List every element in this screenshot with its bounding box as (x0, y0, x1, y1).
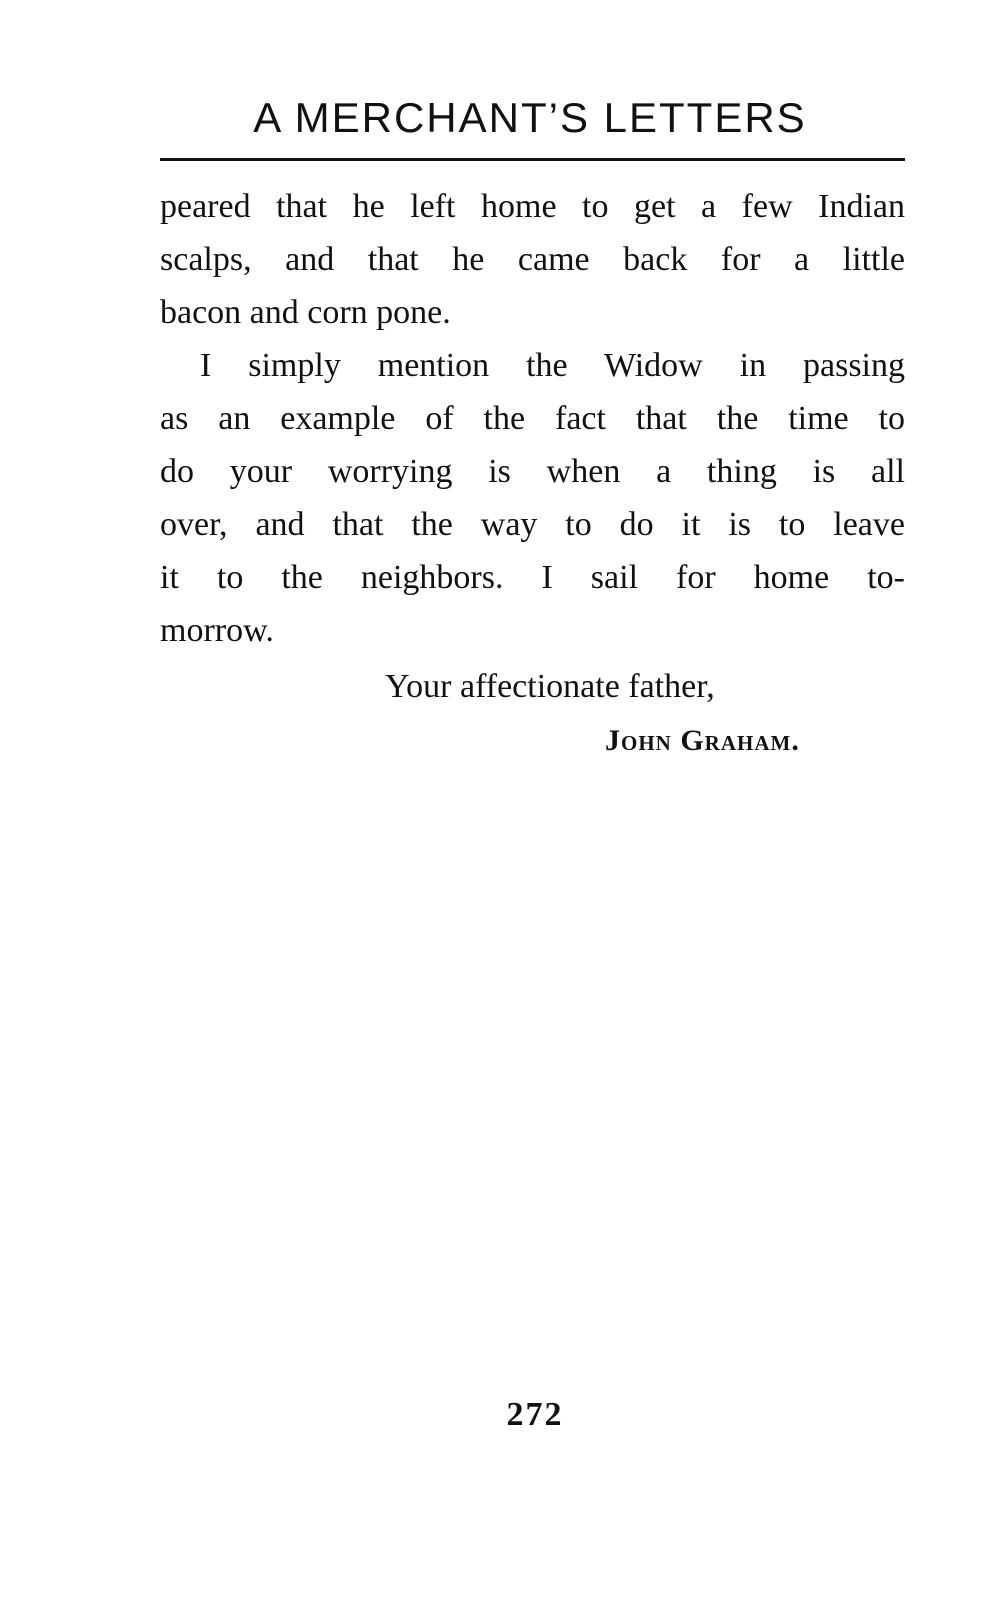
text-line: do your worrying is when a thing is all (160, 453, 905, 490)
text-line: morrow. (160, 612, 274, 649)
page-number: 272 (506, 1396, 564, 1433)
text-line: peared that he left home to get a few Indian (160, 188, 905, 225)
paragraph-widow (160, 339, 905, 657)
text-line: scalps, and that he came back for a little (160, 241, 905, 278)
text-line: I simply mention the Widow in passing (200, 347, 905, 384)
text-line: it to the neighbors. I sail for home to- (160, 559, 905, 596)
running-title: A MERCHANT’S LETTERS (253, 94, 807, 141)
header-rule (160, 158, 905, 161)
text-line: bacon and corn pone. (160, 294, 451, 331)
text-line: over, and that the way to do it is to leave (160, 506, 905, 543)
text-line: as an example of the fact that the time to (160, 400, 905, 437)
paragraph-continuation (160, 180, 905, 339)
body-text (160, 180, 905, 657)
letter-signature: John Graham. (605, 724, 800, 757)
letter-closing: Your affectionate father, (385, 668, 715, 705)
